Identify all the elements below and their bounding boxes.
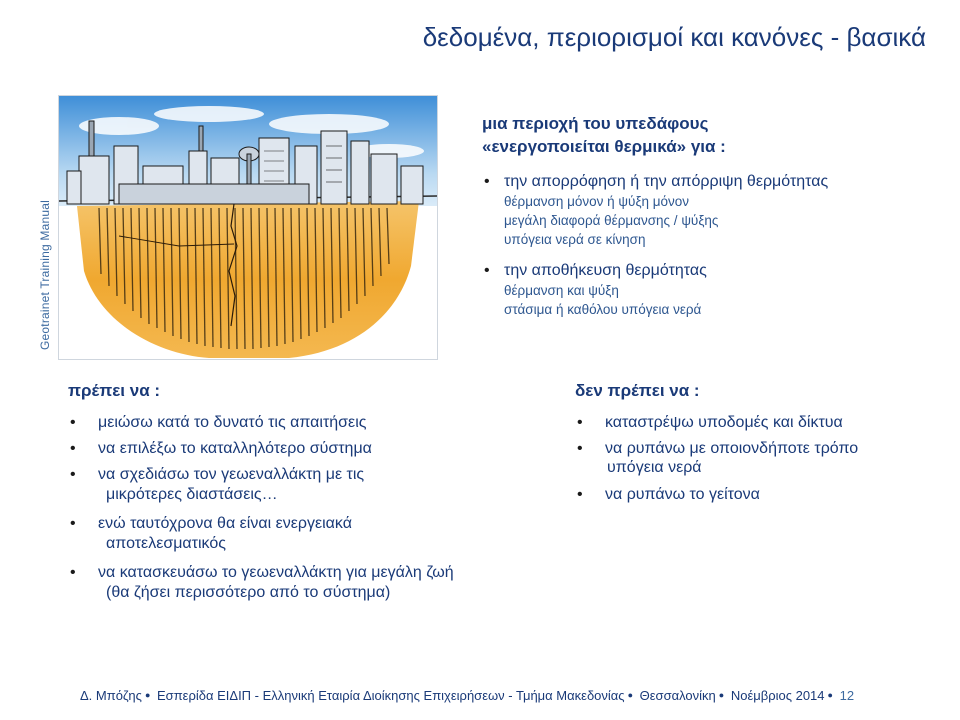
must-not-heading: δεν πρέπει να : xyxy=(575,381,700,400)
must-not-list xyxy=(575,410,945,508)
thermal-sub: θέρμανση μόνον ή ψύξη μόνον xyxy=(504,194,690,209)
must-block xyxy=(68,380,538,607)
must-item-cont: αποτελεσματικός xyxy=(106,535,226,552)
thermal-list xyxy=(482,172,942,319)
footer-separator-icon: ● xyxy=(827,690,833,700)
ground-heat-illustration xyxy=(58,95,438,360)
must-item: • να επιλέξω το καταλληλότερο σύστημα xyxy=(68,436,538,462)
must-not-item: • καταστρέψω υποδομές και δίκτυα xyxy=(575,410,945,436)
slide-title: δεδομένα, περιορισμοί και κανόνες - βασικά xyxy=(422,22,926,52)
thermal-item-label: • την αποθήκευση θερμότητας xyxy=(482,261,942,281)
thermal-item xyxy=(482,261,942,319)
page-number: 12 xyxy=(839,688,855,703)
must-item: • ενώ ταυτόχρονα θα είναι ενεργειακά xyxy=(68,511,538,537)
footer-date: Νοέμβριος 2014 xyxy=(730,688,825,703)
must-item-cont: μικρότερες διαστάσεις… xyxy=(106,486,278,503)
footer-author: Δ. Μπόζης xyxy=(80,688,142,703)
footer-org: Εσπερίδα ΕΙΔΙΠ - Ελληνική Εταιρία Διοίκησης Επιχειρήσεων - Τμήμα Μακεδονίας xyxy=(157,688,625,703)
must-item: • να κατασκευάσω το γεωεναλλάκτη για μεγάλη ζωή xyxy=(68,560,538,586)
must-item: • να σχεδιάσω τον γεωεναλλάκτη με τις xyxy=(68,462,538,488)
must-not-item: • να ρυπάνω το γείτονα xyxy=(575,482,945,508)
footer-city: Θεσσαλονίκη xyxy=(639,688,716,703)
thermal-sub: υπόγεια νερά σε κίνηση xyxy=(504,232,646,247)
must-not-item-cont: υπόγεια νερά xyxy=(607,459,702,476)
must-item-cont: (θα ζήσει περισσότερο από το σύστημα) xyxy=(106,584,391,601)
illustration-svg xyxy=(59,96,437,359)
footer-separator-icon: ● xyxy=(718,690,725,700)
footer-separator-icon: ● xyxy=(144,690,151,700)
footer-separator-icon: ● xyxy=(627,690,634,700)
thermal-sub: στάσιμα ή καθόλου υπόγεια νερά xyxy=(504,302,702,317)
thermal-item xyxy=(482,172,942,249)
must-not-block xyxy=(575,380,945,508)
thermal-item-label: • την απορρόφηση ή την απόρριψη θερμότητας xyxy=(482,172,942,192)
must-list xyxy=(68,410,538,603)
thermal-intro: μια περιοχή του υπεδάφους «ενεργοποιείται θερμικά» για : xyxy=(482,114,726,156)
must-not-item: • να ρυπάνω με οποιονδήποτε τρόπο xyxy=(575,436,945,462)
thermal-activation-block xyxy=(482,112,942,319)
thermal-sub: θέρμανση και ψύξη xyxy=(504,283,619,298)
must-item: • μειώσω κατά το δυνατό τις απαιτήσεις xyxy=(68,410,538,436)
side-label: Geotrainet Training Manual xyxy=(38,200,52,350)
footer xyxy=(80,688,940,703)
thermal-sub: μεγάλη διαφορά θέρμανσης / ψύξης xyxy=(504,213,719,228)
must-heading: πρέπει να : xyxy=(68,381,161,400)
